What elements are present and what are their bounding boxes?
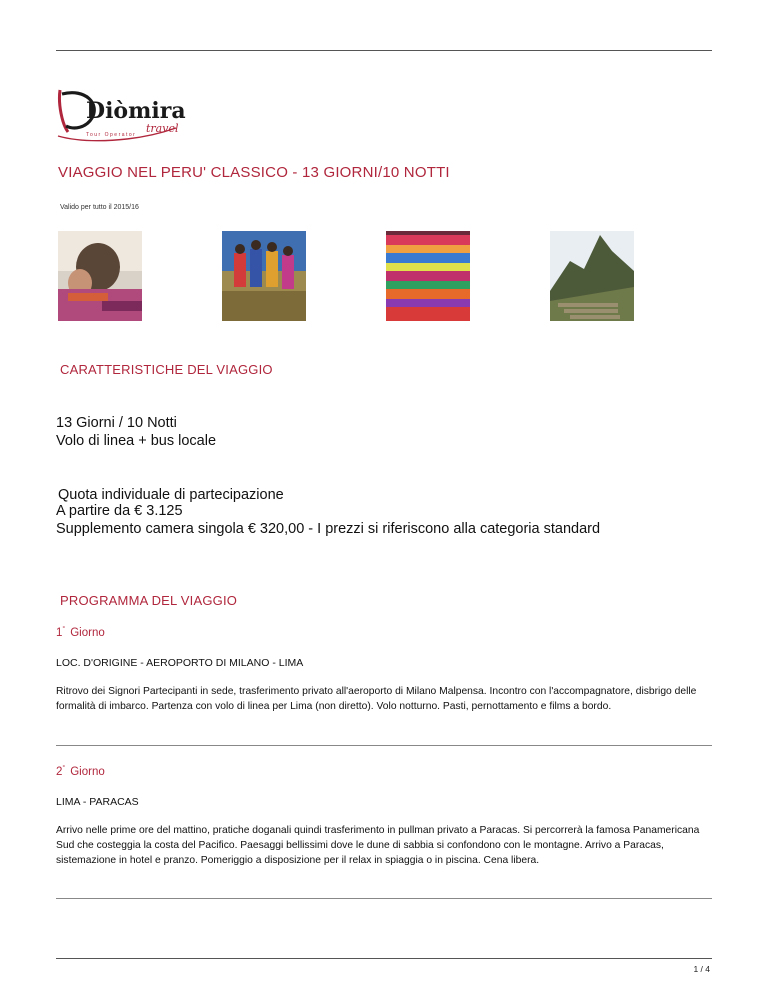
day-2-heading — [56, 765, 105, 778]
quota-label: Quota individuale di partecipazione — [58, 487, 284, 503]
day-2-route: LIMA - PARACAS — [56, 796, 139, 808]
machu-picchu-photo — [550, 231, 634, 321]
price-text: A partire da € 3.125 — [56, 503, 183, 519]
day-1-heading — [56, 626, 105, 639]
day-2-divider — [56, 898, 712, 899]
day-2-number: 2 — [56, 765, 63, 778]
logo-tagline: Tour Operator — [86, 132, 137, 138]
day-1-route: LOC. D'ORIGINE - AEROPORTO DI MILANO - LIMA — [56, 657, 304, 669]
day-1-number: 1 — [56, 626, 63, 639]
transport-text: Volo di linea + bus locale — [56, 433, 217, 449]
uros-women-reed-island-photo — [222, 231, 306, 321]
day-1-label: Giorno — [70, 626, 105, 639]
program-heading: PROGRAMMA DEL VIAGGIO — [60, 593, 238, 608]
footer-rule — [56, 958, 712, 959]
day-2-label: Giorno — [70, 765, 105, 778]
diomira-logo — [56, 84, 206, 142]
day-1-description: Ritrovo dei Signori Partecipanti in sede, trasferimento privato all'aeroporto di Milano Malpensa. Incontro con l'accompagnatore, disbrigo delle formalità di imbarco. Partenza con volo di linea per Lima (non diretto). Volo notturno. Pasti, pernottamento e films a bordo. — [56, 686, 697, 712]
features-heading: CARATTERISTICHE DEL VIAGGIO — [60, 362, 273, 377]
top-rule — [56, 50, 712, 51]
page-number: 1 / 4 — [693, 964, 710, 974]
day-1-ordinal: ° — [62, 626, 66, 633]
day-1-divider — [56, 745, 712, 746]
validity-note: Valido per tutto il 2015/16 — [60, 204, 139, 211]
logo-brand: Diòmira — [86, 98, 186, 124]
logo-script: travel — [146, 122, 179, 135]
supplement-text: Supplemento camera singola € 320,00 - I prezzi si riferiscono alla categoria standard — [56, 521, 601, 537]
day-2-description: Arrivo nelle prime ore del mattino, pratiche doganali quindi trasferimento in pullman privato a Paracas. Si percorrerà la famosa Panamericana Sud che costeggia la costa del Pacifico. Paesaggi bellissimi dove le dune di sabbia si confondono con le montagne. Arrivo a Paracas, sistemazione in hotel e pranzo. Pomeriggio a disposizione per il relax in spiaggia o in piscina. Cena libera. — [56, 825, 700, 866]
logo-graphic — [56, 84, 206, 142]
child-with-mother-photo — [58, 231, 142, 321]
page-title: VIAGGIO NEL PERU' CLASSICO - 13 GIORNI/10 NOTTI — [58, 164, 450, 181]
day-2-ordinal: ° — [62, 765, 66, 772]
colorful-textiles-photo — [386, 231, 470, 321]
duration-text: 13 Giorni / 10 Notti — [56, 415, 177, 431]
